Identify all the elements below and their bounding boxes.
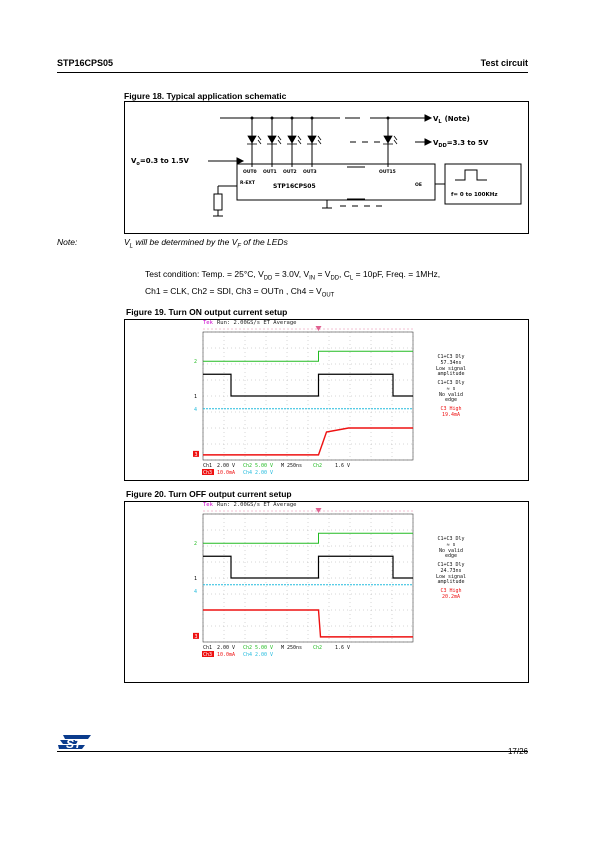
- meas1-note1: Low signal: [435, 366, 467, 372]
- ch4-marker: 4: [193, 406, 197, 413]
- oe-label: OE: [415, 183, 422, 188]
- status-ch1: Ch1: [203, 463, 213, 469]
- test-condition-line2: Ch1 = CLK, Ch2 = SDI, Ch3 = OUTn , $Ch4 = V_{OUT}$: [145, 285, 335, 299]
- meas1-note2: amplitude: [437, 371, 465, 377]
- meas3-value: 19.4mA: [441, 412, 461, 418]
- vdd-label: $V_{DD}=3.3$ to 5V: [433, 139, 489, 149]
- meas2-note1: Low signal: [435, 574, 467, 580]
- ch1-marker: 1: [193, 576, 197, 582]
- figure20-caption: Figure 20. Turn OFF output current setup: [126, 489, 292, 499]
- meas2-note2: edge: [444, 397, 458, 403]
- status-ch4: Ch4: [243, 652, 253, 658]
- st-logo-icon: [57, 734, 92, 750]
- out3-label: OUT3: [303, 170, 317, 175]
- figure20-oscilloscope: [125, 502, 528, 682]
- vl-label: $V_L$ (Note): [433, 115, 470, 125]
- test-condition-line1: Test condition: Temp. = 25°C, $V_{DD} = 3.0V$, $V_{IN} = V_{DD}$, $C_L = 10pF$, Freq. = 1MHz,: [145, 269, 441, 282]
- meas2-note1: No valid: [438, 392, 464, 398]
- status-ch4-value: 2.00 V: [255, 470, 274, 476]
- meas3-title: C3 High: [440, 406, 462, 412]
- status-ch2: Ch2: [243, 645, 253, 651]
- out1-label: OUT1: [263, 170, 277, 175]
- note-text: $V_L$ will be determined by the $V_F$ of the LEDs: [124, 237, 288, 250]
- svg-text:ST: ST: [66, 737, 82, 750]
- test-condition: [145, 268, 440, 301]
- status-timebase: M 250ns: [281, 463, 303, 469]
- out2-label: OUT2: [283, 170, 297, 175]
- status-ch3-value: 10.0mA: [217, 470, 236, 476]
- status-ch4: Ch4: [243, 470, 253, 476]
- ch3-marker: 3: [194, 633, 198, 640]
- figure20-box: [124, 501, 529, 683]
- section-title: Test circuit: [480, 58, 528, 68]
- out15-label: OUT15: [379, 170, 396, 175]
- scope-brand: Tek: [203, 320, 213, 326]
- trigger-marker-icon: [316, 326, 322, 331]
- figure19-oscilloscope: [125, 320, 528, 480]
- meas3-title: C3 High: [440, 588, 462, 594]
- ch2-marker: 2: [193, 541, 197, 548]
- status-ch2-value: 5.00 V: [255, 463, 274, 469]
- status-ch1: Ch1: [203, 645, 213, 651]
- ch3-marker: 3: [194, 451, 198, 458]
- figure19-caption: Figure 19. Turn ON output current setup: [126, 307, 288, 317]
- chip-label: STP16CPS05: [273, 183, 316, 190]
- note-label: Note:: [57, 237, 78, 247]
- status-ch2: Ch2: [243, 463, 253, 469]
- status-ch1-value: 2.00 V: [217, 645, 236, 651]
- status-trigger-channel: Ch2: [313, 463, 323, 469]
- freq-label: f= 0 to 100KHz: [451, 192, 498, 198]
- scope-run-status: Run: 2.00GS/s ET Average: [217, 502, 297, 508]
- meas1-note2: edge: [444, 553, 458, 559]
- meas3-value: 20.2mA: [441, 594, 461, 600]
- status-ch3-value: 10.0mA: [217, 652, 236, 658]
- rext-label: R-EXT: [240, 181, 255, 186]
- scope-run-status: Run: 2.00GS/s ET Average: [217, 320, 297, 326]
- meas1-title: C1+C3 Dly: [437, 354, 465, 360]
- meas2-title: C1+C3 Dly: [437, 562, 465, 568]
- meas2-value: 24.73ns: [440, 568, 462, 574]
- meas1-value: 57.34ns: [440, 360, 462, 366]
- status-ch4-value: 2.00 V: [255, 652, 274, 658]
- figure18-caption: Figure 18. Typical application schematic: [124, 91, 287, 101]
- ch4-marker: 4: [193, 588, 197, 595]
- figure19-box: [124, 319, 529, 481]
- schematic-diagram: [125, 102, 528, 233]
- doc-id: STP16CPS05: [57, 58, 114, 68]
- footer-rule: [57, 751, 528, 752]
- meas2-note2: amplitude: [437, 579, 465, 585]
- meas2-title: C1+C3 Dly: [437, 380, 465, 386]
- meas1-title: C1+C3 Dly: [437, 536, 465, 542]
- meas1-note1: No valid: [438, 548, 464, 554]
- status-timebase: M 250ns: [281, 645, 303, 651]
- out0-label: OUT0: [243, 170, 257, 175]
- status-ch2-value: 5.00 V: [255, 645, 274, 651]
- schematic-box: [124, 101, 529, 234]
- header-rule: [57, 72, 528, 73]
- status-ch1-value: 2.00 V: [217, 463, 236, 469]
- status-ch3: Ch3: [203, 652, 213, 658]
- status-trigger-level: 1.6 V: [335, 463, 351, 469]
- ch2-marker: 2: [193, 359, 197, 366]
- status-trigger-channel: Ch2: [313, 645, 323, 651]
- status-ch3: Ch3: [203, 470, 213, 476]
- meas2-value: ≈ s: [446, 386, 456, 392]
- page-number: 17/26: [507, 747, 528, 756]
- status-trigger-level: 1.6 V: [335, 645, 351, 651]
- trigger-marker-icon: [316, 508, 322, 513]
- scope-brand: Tek: [203, 502, 213, 508]
- vo-label: $V_o=0.3$ to 1.5V: [131, 157, 189, 167]
- ch1-marker: 1: [193, 394, 197, 400]
- meas1-value: ≈ s: [446, 542, 456, 548]
